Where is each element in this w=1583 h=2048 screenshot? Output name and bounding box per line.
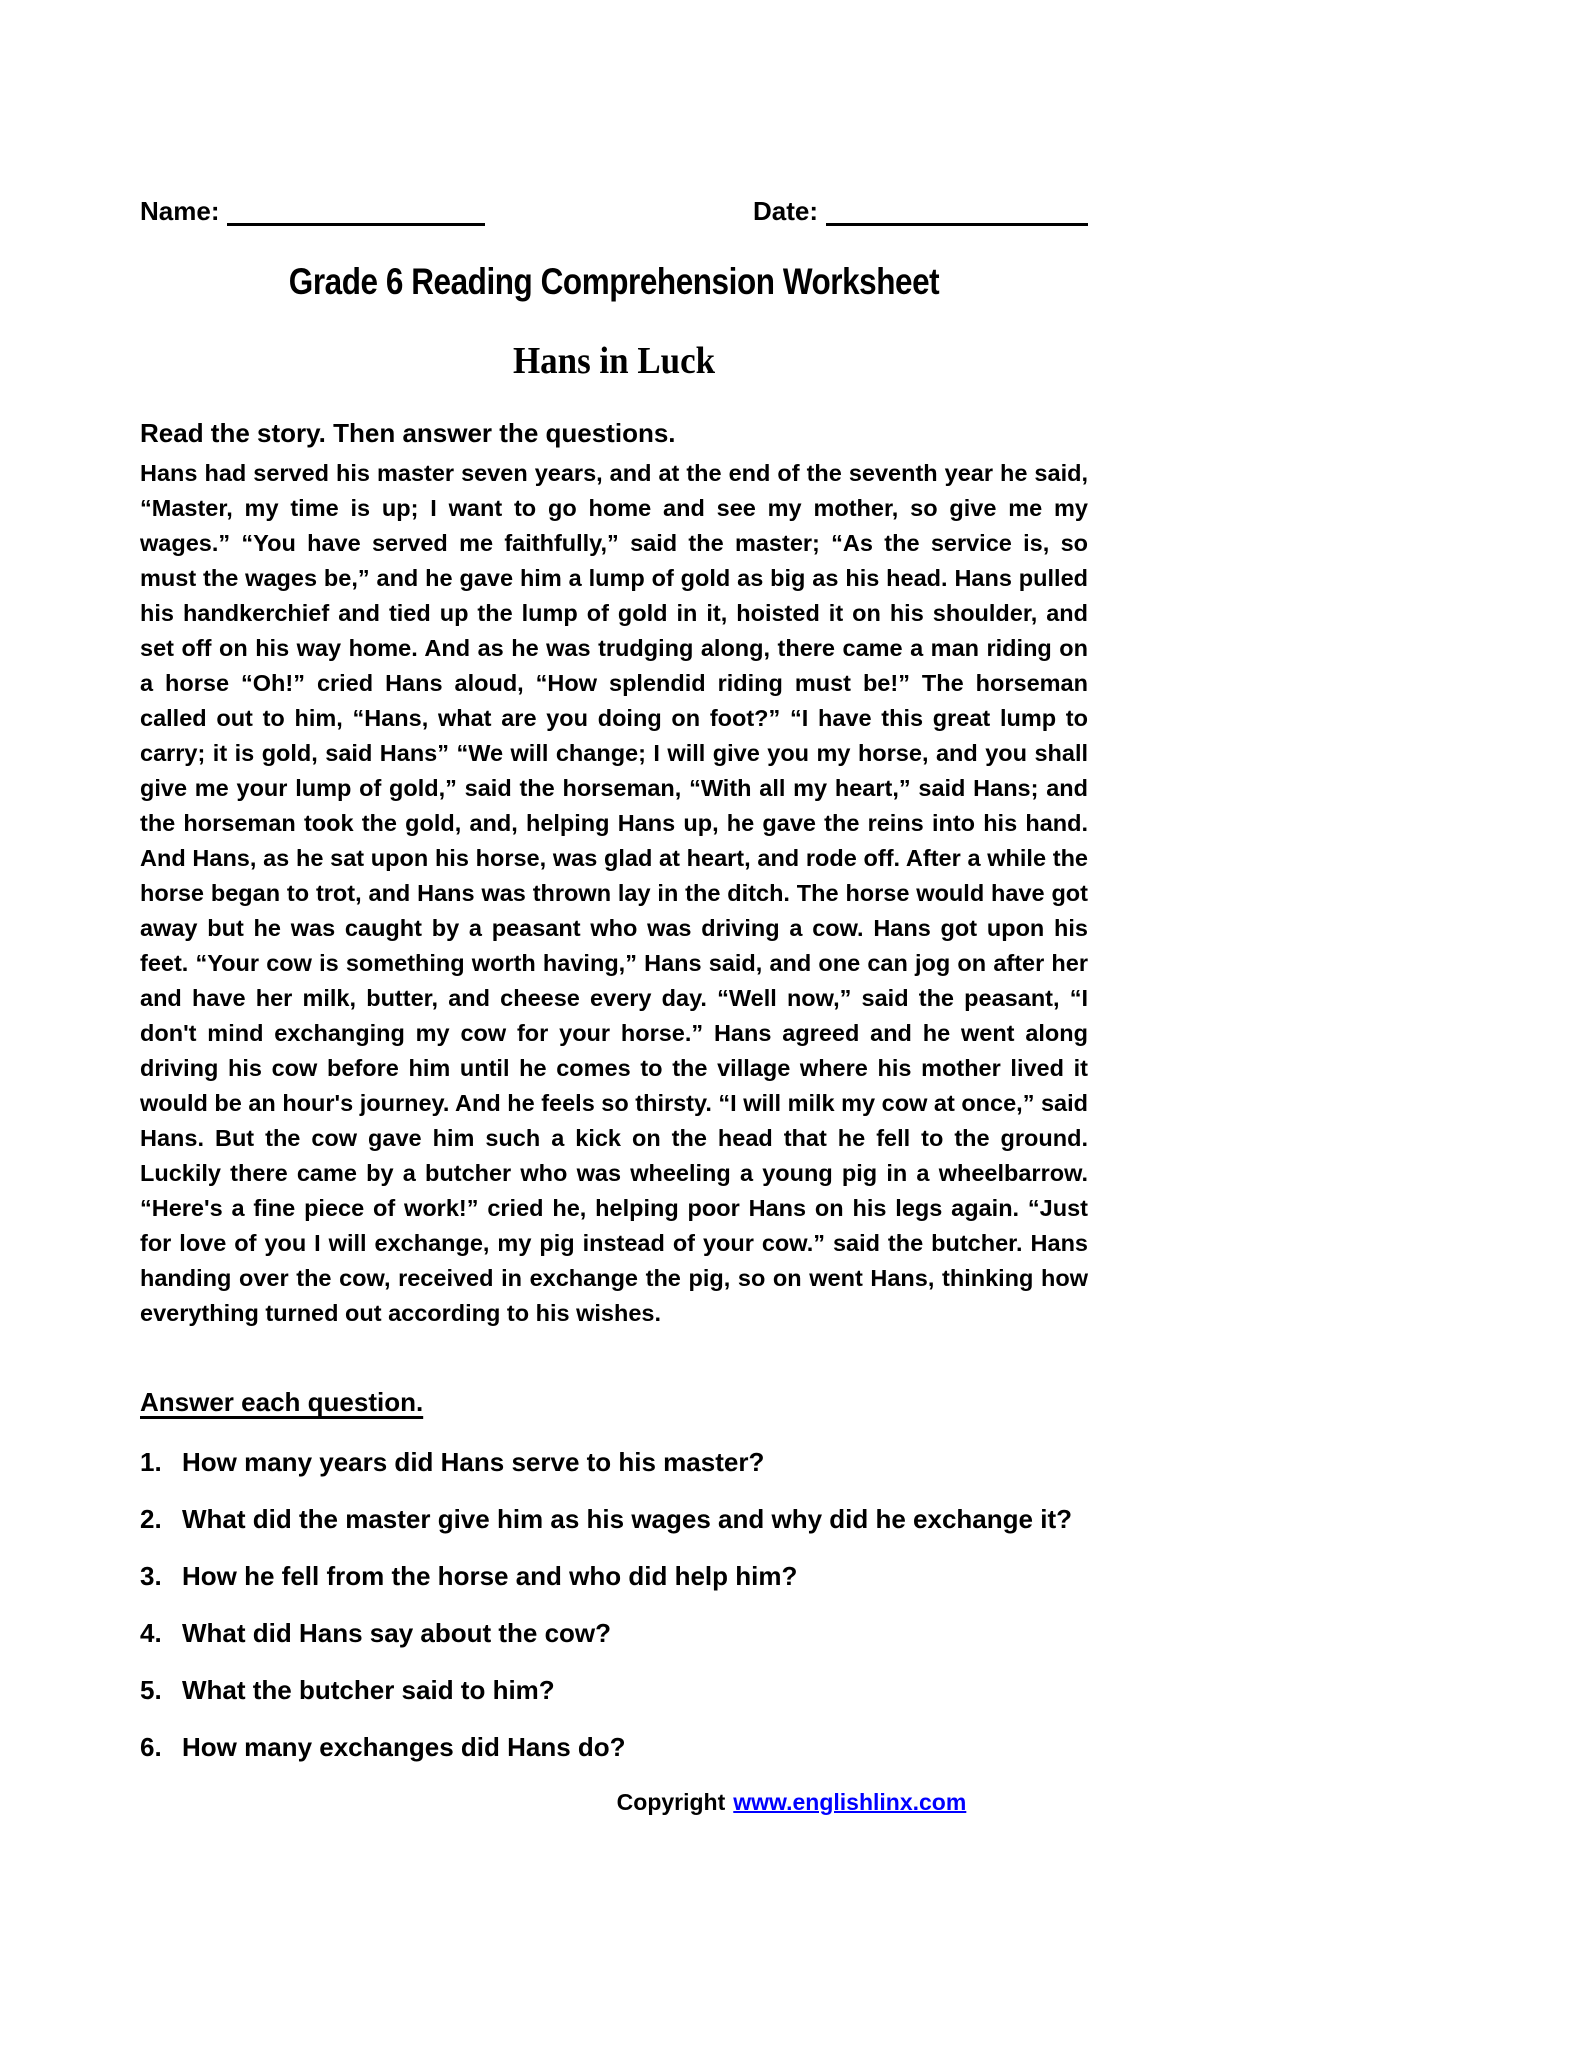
question-text: How many years did Hans serve to his master? xyxy=(182,1447,765,1477)
date-field[interactable] xyxy=(826,199,1088,226)
question-text: How many exchanges did Hans do? xyxy=(182,1732,626,1762)
website-link[interactable]: www.englishlinx.com xyxy=(733,1789,967,1815)
question-number: 3. xyxy=(140,1561,162,1591)
question-number: 4. xyxy=(140,1618,162,1648)
copyright-label: Copyright xyxy=(616,1789,726,1815)
question-text: What the butcher said to him? xyxy=(182,1675,555,1705)
name-date-row xyxy=(140,196,1088,226)
name-field[interactable] xyxy=(227,199,485,226)
name-field-group xyxy=(140,196,485,226)
story-text: Hans had served his master seven years, and at the end of the seventh year he said, “Master, my time is up; I want to go home and see my mother, so give me my wages.” “You have served me faithfully,” said the master; “As the service is, so must the wages be,” and he gave him a lump of gold as big as his head. Hans pulled his handkerchief and tied up the lump of gold in it, hoisted it on his shoulder, and set off on his way home. And as he was trudging along, there came a man riding on a horse “Oh!” cried Hans aloud, “How splendid riding must be!” The horseman called out to him, “Hans, what are you doing on foot?” “I have this great lump to carry; it is gold, said Hans” “We will change; I will give you my horse, and you shall give me your lump of gold,” said the horseman, “With all my heart,” said Hans; and the horseman took the gold, and, helping Hans up, he gave the reins into his hand. And Hans, as he sat upon his horse, was glad at heart, and rode off. After a while the horse began to trot, and Hans was thrown lay in the ditch. The horse would have got away but he was caught by a peasant who was driving a cow. Hans got upon his feet. “Your cow is something worth having,” Hans said, and one can jog on after her and have her milk, butter, and cheese every day. “Well now,” said the peasant, “I don't mind exchanging my cow for your horse.” Hans agreed and he went along driving his cow before him until he comes to the village where his mother lived it would be an hour's journey. And he feels so thirsty. “I will milk my cow at once,” said Hans. But the cow gave him such a kick on the head that he fell to the ground. Luckily there came by a butcher who was wheeling a young pig in a wheelbarrow. “Here's a fine piece of work!” cried he, helping poor Hans on his legs again. “Just for love of you I will exchange, my pig instead of your cow.” said the butcher. Hans handing over the cow, received in exchange the pig, so on went Hans, thinking how everything turned out according to his wishes. xyxy=(140,460,1088,1326)
story-title: Hans in Luck xyxy=(512,340,716,382)
question-item xyxy=(140,1675,1088,1705)
question-item xyxy=(140,1732,1088,1762)
name-label: Name: xyxy=(140,196,220,226)
instruction-text: Read the story. Then answer the questions. xyxy=(140,418,676,448)
question-item xyxy=(140,1447,1088,1477)
date-field-group xyxy=(753,196,1088,226)
questions-heading: Answer each question. xyxy=(140,1387,424,1417)
date-label: Date: xyxy=(752,196,818,226)
question-item xyxy=(140,1504,1088,1534)
questions-heading-row xyxy=(140,1387,1088,1417)
question-text: What did the master give him as his wages and why did he exchange it? xyxy=(182,1504,1072,1534)
question-number: 6. xyxy=(140,1732,162,1762)
question-number: 1. xyxy=(140,1447,162,1477)
question-item xyxy=(140,1618,1088,1648)
question-text: What did Hans say about the cow? xyxy=(182,1618,612,1648)
footer xyxy=(0,1789,1583,1816)
question-item xyxy=(140,1561,1088,1591)
questions-list xyxy=(140,1447,1088,1762)
question-text: How he fell from the horse and who did help him? xyxy=(182,1561,798,1591)
worksheet-title: Grade 6 Reading Comprehension Worksheet xyxy=(288,261,940,302)
question-number: 5. xyxy=(140,1675,162,1705)
worksheet-content xyxy=(140,196,1088,1762)
question-number: 2. xyxy=(140,1504,162,1534)
